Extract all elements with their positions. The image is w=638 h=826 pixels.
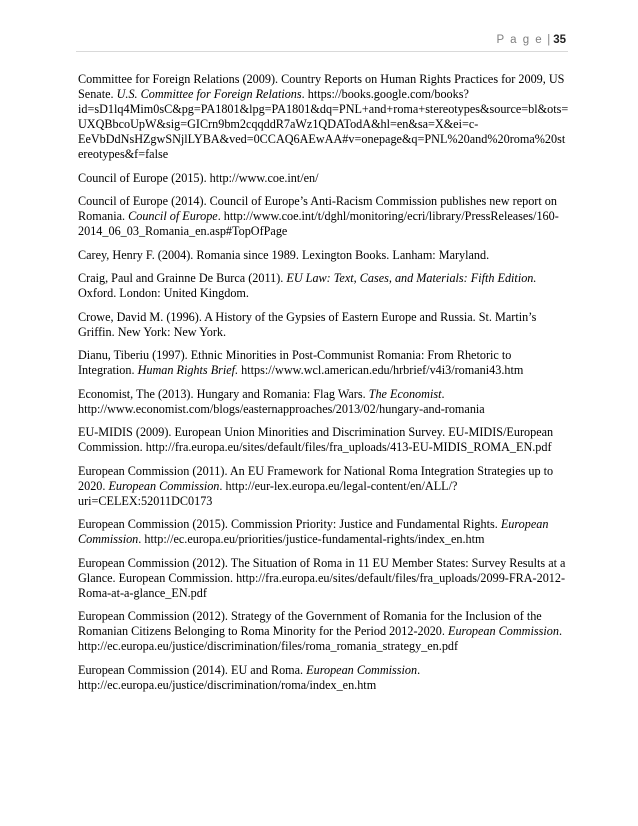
reference-text: European Commission (2012). The Situation of Roma in 11 EU Member States: Survey Results at a Glance. European Commission. http://fra.europa.eu/sites/default/files/fra_uploads/2099-FRA-2012-Roma-at-a-glance_EN.pdf [78,555,566,600]
reference-title-italic: European Commission [78,517,549,546]
reference-text: . http://ec.europa.eu/justice/discrimination/roma/index_en.htm [78,662,421,692]
reference-text: European Commission (2012). Strategy of the Government of Romania for the Inclusion of the Romanian Citizens Belonging to Roma Minority for the Period 2012-2020. [78,609,542,638]
reference-text: . http://ec.europa.eu/priorities/justice-fundamental-rights/index_en.htm [138,532,485,546]
reference-entry [78,348,570,378]
reference-title-italic: Council of Europe [128,209,218,223]
reference-entry [78,387,570,417]
reference-text: Dianu, Tiberiu (1997). Ethnic Minorities in Post-Communist Romania: From Rhetoric to Integration. [78,348,512,377]
reference-entry [78,194,570,239]
reference-title-italic: U.S. Committee for Foreign Relations [116,87,302,101]
reference-entry [78,171,570,186]
reference-entry [78,310,570,340]
reference-text: EU-MIDIS (2009). European Union Minorities and Discrimination Survey. EU-MIDIS/European Commission. http://fra.europa.eu/sites/default/files/fra_uploads/413-EU-MIDIS_ROMA_EN.pdf [78,425,554,454]
reference-entry [78,517,570,547]
page-header [496,34,566,46]
reference-text: Council of Europe (2015). http://www.coe.int/en/ [78,170,319,185]
reference-text: Council of Europe (2014). Council of Europe’s Anti-Racism Commission publishes new report on Romania. [78,194,557,223]
reference-text: European Commission (2014). EU and Roma. [78,662,307,677]
reference-text: Carey, Henry F. (2004). Romania since 1989. Lexington Books. Lanham: Maryland. [78,247,490,262]
reference-text: . http://www.coe.int/t/dghl/monitoring/ecri/library/PressReleases/160-2014_06_03_Romania_en.asp#TopOfPage [78,209,559,238]
reference-text: Oxford. London: United Kingdom. [78,286,249,300]
reference-entry [78,609,570,654]
reference-title-italic: European Commission [448,624,559,638]
reference-title-italic: The Economist [368,386,442,401]
reference-text: . http://www.economist.com/blogs/easternapproaches/2013/02/hungary-and-romania [78,386,485,416]
reference-text: . http://ec.europa.eu/justice/discrimination/files/roma_romania_strategy_en.pdf [78,624,562,653]
reference-entry [78,425,570,455]
reference-title-italic: European Commission [306,662,418,677]
reference-text: Committee for Foreign Relations (2009). Country Reports on Human Rights Practices for 2009, US Senate. [78,72,565,101]
reference-list [78,72,570,701]
reference-text: Craig, Paul and Grainne De Burca (2011). [78,271,287,285]
page-number: 35 [553,34,566,46]
reference-entry [78,464,570,509]
reference-entry [78,271,570,301]
reference-entry [78,556,570,601]
reference-entry [78,248,570,263]
reference-text: Crowe, David M. (1996). A History of the Gypsies of Eastern Europe and Russia. St. Martin’s Griffin. New York: New York. [78,309,537,339]
reference-text: European Commission (2011). An EU Framework for National Roma Integration Strategies up to 2020. [78,463,554,493]
header-rule [76,51,568,52]
reference-text: European Commission (2015). Commission Priority: Justice and Fundamental Rights. [78,517,501,531]
reference-text: . http://eur-lex.europa.eu/legal-content/en/ALL/?uri=CELEX:52011DC0173 [78,478,458,508]
reference-entry [78,72,570,162]
reference-title-italic: EU Law: Text, Cases, and Materials: Fifth Edition. [286,271,537,285]
reference-text: Economist, The (2013). Hungary and Romania: Flag Wars. [78,386,369,401]
page-label: P a g e [496,34,544,46]
reference-text: . https://books.google.com/books?id=sD1lq4Mim0sC&pg=PA1801&lpg=PA1801&dq=PNL+and+roma+stereotypes&source=bl&ots=UXQBbcoUpW&sig=GICrn9bm2cqqddR7aWz1QDATodA&hl=en&sa=X&ei=c-EeVbDdNsHZgwSNjlLYBA&ved=0CCAQ6AEwAA#v=onepage&q=PNL%20and%20roma%20stereotypes&f=false [78,87,569,161]
page-separator: | [547,34,551,46]
reference-text: https://www.wcl.american.edu/hrbrief/v4i3/romani43.htm [238,363,524,377]
reference-title-italic: Human Rights Brief. [137,363,239,377]
reference-entry [78,663,570,693]
reference-title-italic: European Commission [108,478,220,493]
